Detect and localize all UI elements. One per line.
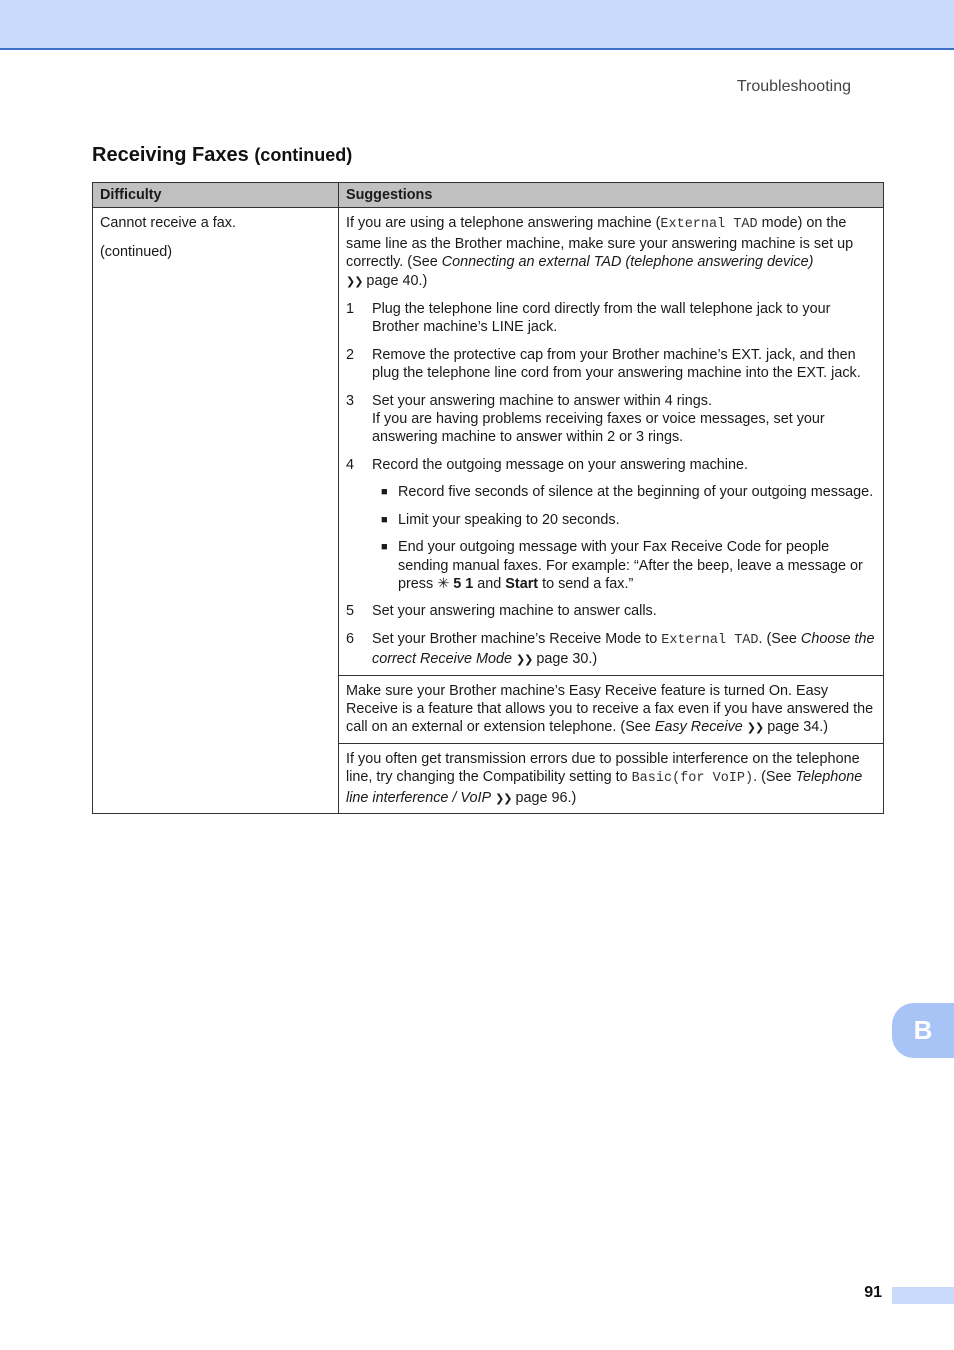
step-text: Set your answering machine to answer within 4 rings. [372, 392, 712, 409]
header-difficulty: Difficulty [93, 183, 339, 208]
troubleshooting-table [92, 182, 884, 814]
bullet-item [372, 483, 876, 501]
fax-receive-code: 5 1 [449, 575, 474, 592]
page-title-suffix: (continued) [254, 145, 353, 165]
voip-text-2: . (See [753, 769, 796, 786]
header-suggestions: Suggestions [339, 183, 884, 208]
suggestion-cell-answering-machine [339, 208, 884, 675]
suggestion-intro [346, 214, 876, 291]
reference-link-external-tad[interactable]: Connecting an external TAD (telephone answering device) [441, 254, 814, 271]
bullet-text: Record five seconds of silence at the beginning of your outgoing message. [398, 484, 874, 501]
step-number: 6 [346, 630, 355, 647]
bullet-text-end: to send a fax.” [538, 575, 634, 592]
bullet-text-and: and [473, 575, 506, 592]
step-number: 1 [346, 301, 355, 318]
bullet-item [372, 538, 876, 593]
top-header-band [0, 0, 954, 50]
appendix-tab-b: B [892, 1003, 954, 1058]
step-text: Set your Brother machine’s Receive Mode to [372, 630, 662, 647]
step-item [346, 392, 876, 447]
easy-receive-text: Make sure your Brother machine’s Easy Receive feature is turned On. Easy Receive is a feature that allows you to receive a fax even if you have answered the call on an external or extension telephone. (See [346, 682, 874, 736]
step-item [346, 602, 876, 620]
double-arrow-icon: ❯❯ [515, 654, 533, 667]
bullet-text: End your outgoing message with your Fax Receive Code for people sending manual faxes. For example: “After the beep, leave a message or press [398, 539, 863, 592]
bullet-text: Limit your speaking to 20 seconds. [398, 511, 620, 528]
page-title-main: Receiving Faxes [92, 144, 249, 166]
intro-text-2: mode) on the same line as the Brother machine, make sure your answering machine is set up correctly. (See [346, 215, 854, 271]
page-reference: page 40.) [362, 272, 428, 289]
reference-link-easy-receive[interactable]: Easy Receive [654, 719, 743, 736]
header-section-label: Troubleshooting [736, 78, 851, 95]
bullet-item [372, 511, 876, 529]
mode-external-tad: External TAD [661, 632, 759, 648]
step-text-extra: If you are having problems receiving faxes or voice messages, set your answering machine to answer within 2 or 3 rings. [372, 411, 825, 446]
step-text: Remove the protective cap from your Brother machine’s EXT. jack, and then plug the telephone line cord from your answering machine into the EXT. jack. [372, 346, 861, 382]
voip-text: If you often get transmission errors due to possible interference on the telephone line, try changing the Compatibility setting to [346, 750, 860, 786]
page-title [92, 144, 352, 167]
difficulty-text: Cannot receive a fax. [100, 215, 236, 232]
table-row [93, 208, 884, 675]
compatibility-setting: Basic(for VoIP) [631, 771, 754, 787]
reference-link-line-interference[interactable]: Telephone line interference / VoIP [346, 769, 863, 806]
difficulty-continued: (continued) [100, 243, 172, 260]
page-reference: page 30.) [532, 651, 598, 668]
step-text: Set your answering machine to answer calls. [372, 603, 657, 620]
square-bullet-icon: ■ [381, 486, 388, 499]
intro-text-1: If you are using a telephone answering machine ( [346, 215, 661, 232]
square-bullet-icon: ■ [381, 541, 388, 554]
difficulty-cell [93, 208, 339, 814]
step-number: 4 [346, 456, 355, 473]
step-number: 3 [346, 392, 355, 409]
step-item [346, 630, 876, 670]
square-bullet-icon: ■ [381, 513, 388, 526]
double-arrow-icon: ❯❯ [346, 275, 363, 288]
step-text-2: . (See [758, 630, 801, 647]
suggestion-cell-voip [339, 743, 884, 813]
step-item [346, 456, 876, 593]
start-key-label: Start [505, 575, 539, 592]
step-text: Record the outgoing message on your answering machine. [372, 456, 748, 473]
step-text: Plug the telephone line cord directly from the wall telephone jack to your Brother machine’s LINE jack. [372, 301, 831, 336]
suggestion-cell-easy-receive [339, 675, 884, 743]
page-reference: page 34.) [763, 719, 829, 736]
star-key-icon: ✳ [437, 575, 450, 592]
table-header-row [93, 183, 884, 208]
page-reference: page 96.) [511, 789, 577, 806]
step-item [346, 346, 876, 383]
step-number: 2 [346, 346, 355, 363]
step-item [346, 300, 876, 337]
steps-list [346, 300, 876, 670]
page-number: 91 [864, 1284, 882, 1301]
double-arrow-icon: ❯❯ [495, 792, 512, 805]
suggestion-text [346, 750, 876, 808]
double-arrow-icon: ❯❯ [746, 722, 764, 735]
step-number: 5 [346, 603, 355, 620]
reference-link-receive-mode[interactable]: Choose the correct Receive Mode [372, 630, 875, 668]
mode-external-tad: External TAD [660, 217, 758, 233]
bullet-list [372, 483, 876, 593]
page-number-bar [892, 1287, 954, 1304]
suggestion-text [346, 682, 876, 738]
